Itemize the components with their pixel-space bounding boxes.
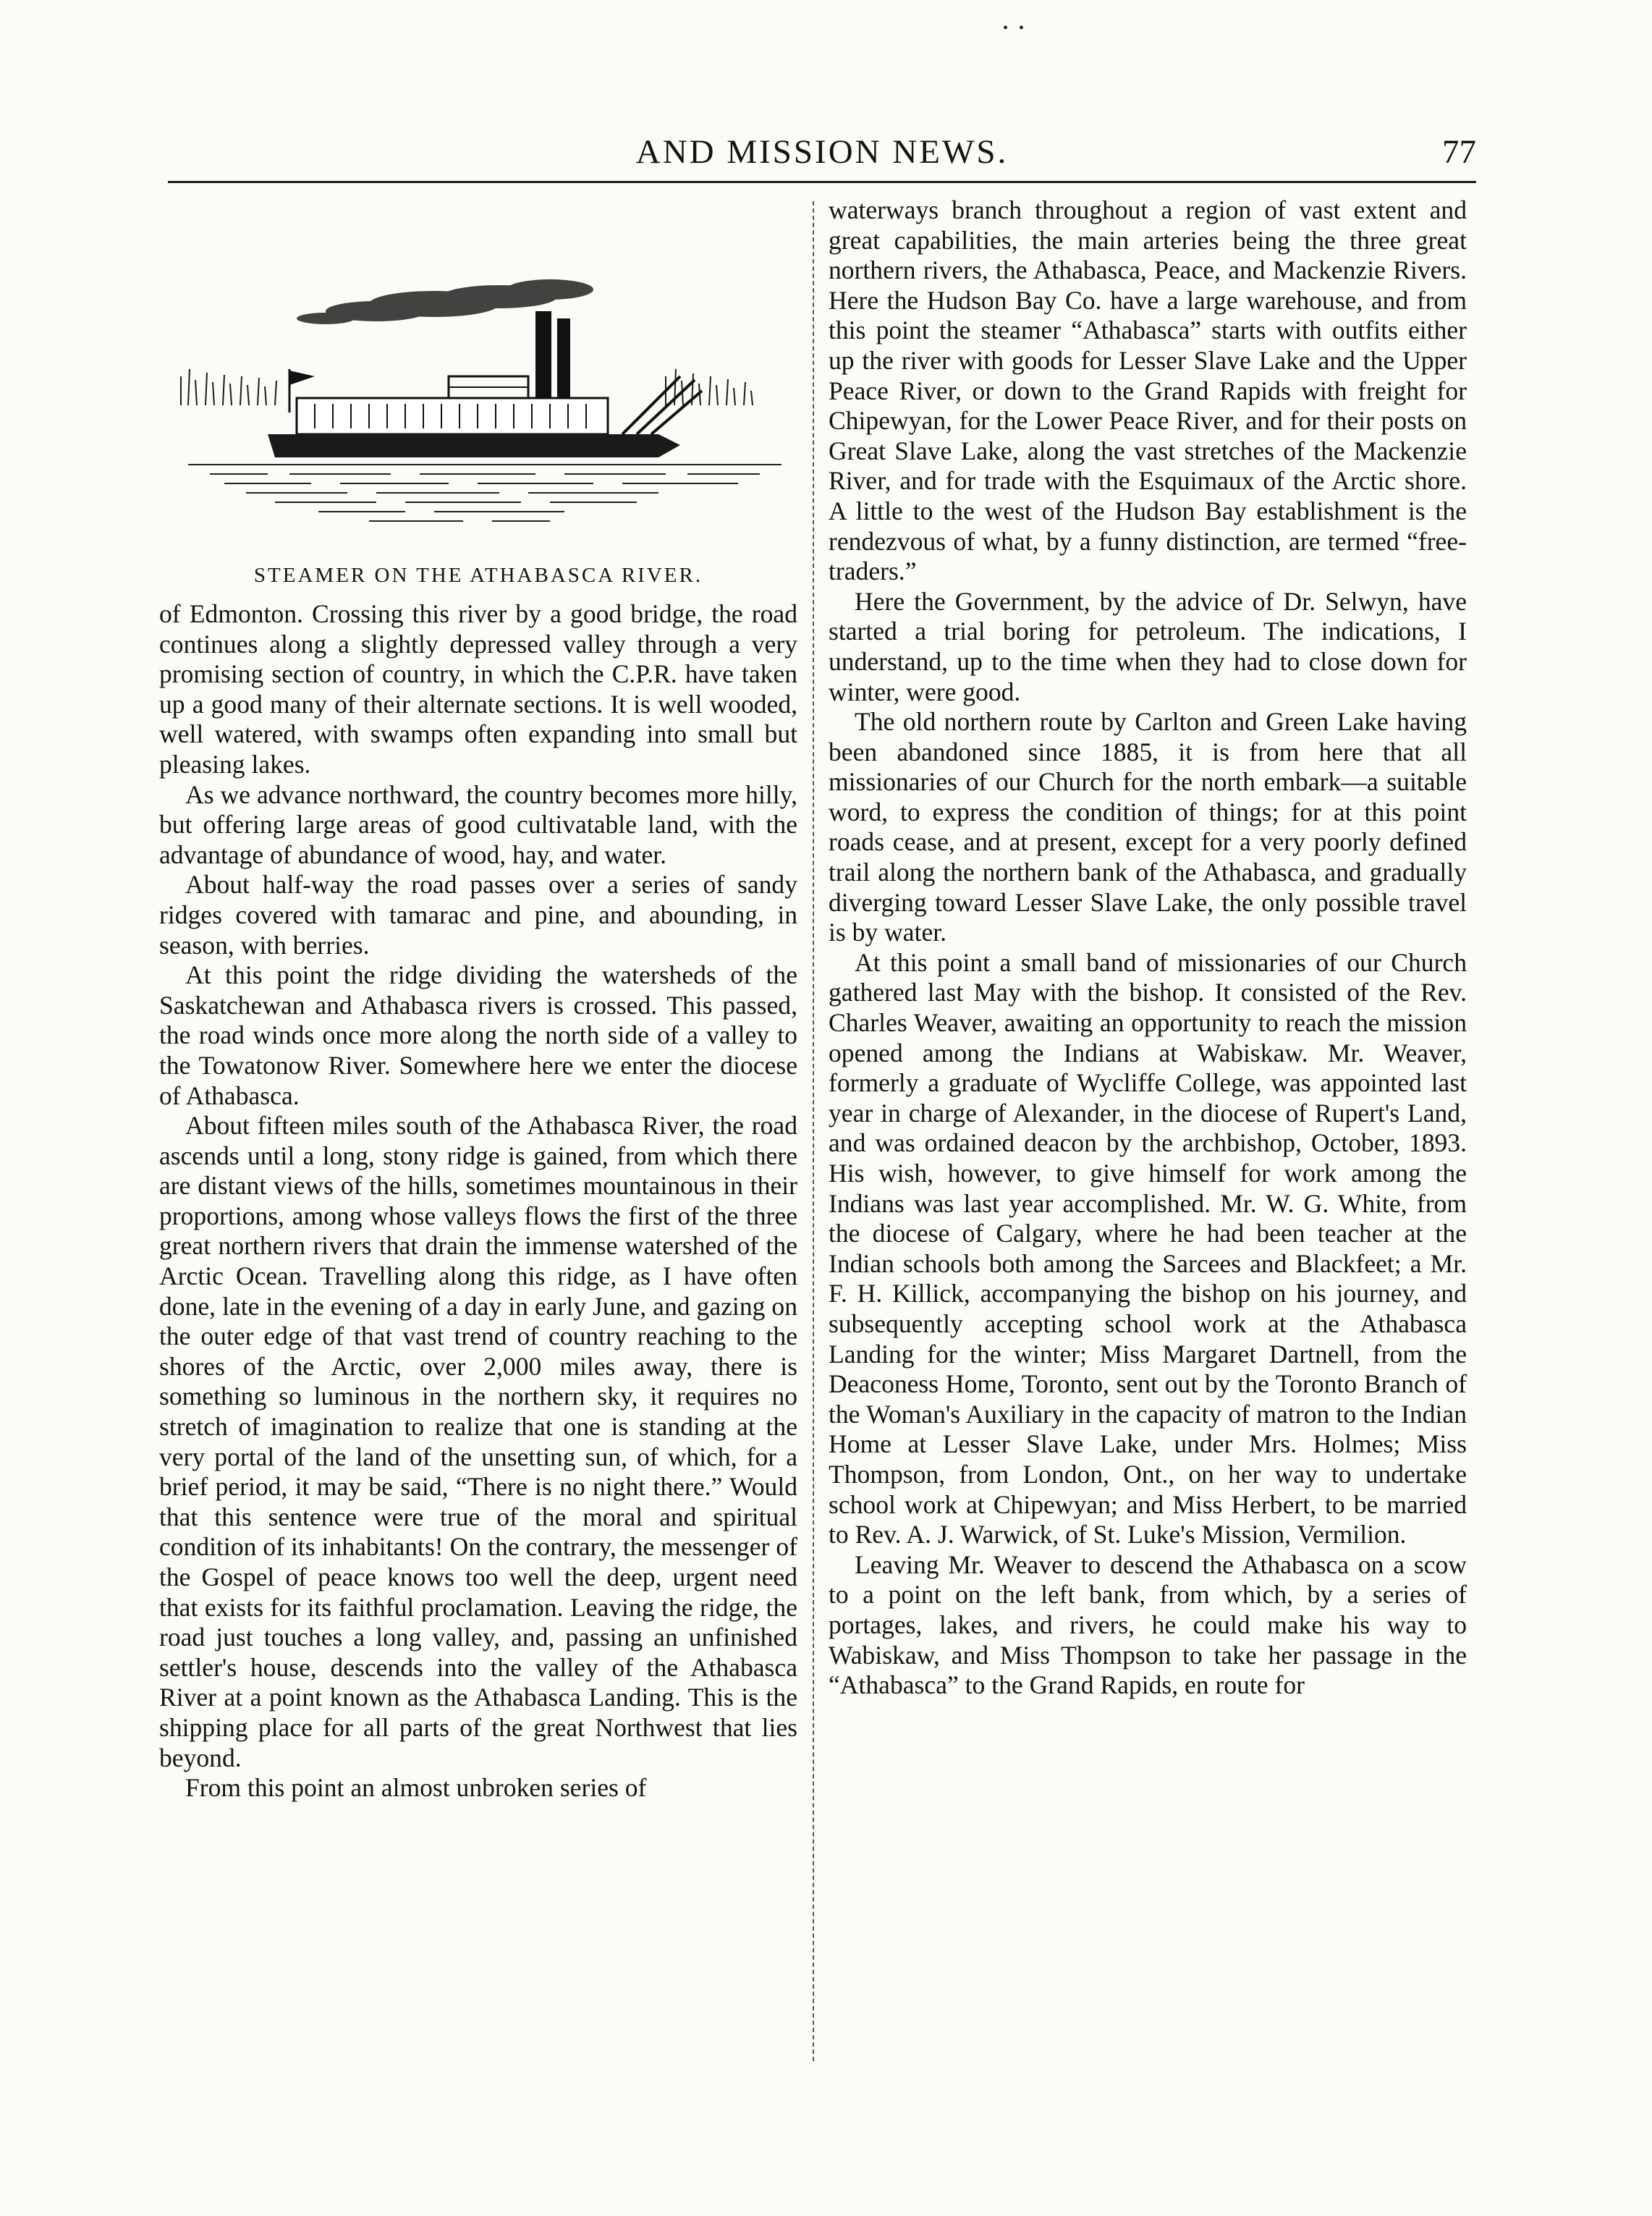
paragraph: The old northern route by Carlton and Green Lake having been abandoned since 1885, it is from here that all missionaries of our Church for the north embark—a suitable word, to express the condition of things; for at this point roads cease, and at present, except for a very poorly defined trail along the northern bank of the Athabasca, and gradually diverging toward Lesser Slave Lake, the only possible travel is by water. bbox=[829, 707, 1467, 947]
paragraph: Here the Government, by the advice of Dr. Selwyn, have started a trial boring for petroleum. The indications, I understand, up to the time when they had to close down for winter, were good. bbox=[829, 586, 1467, 706]
figure-caption: STEAMER ON THE ATHABASCA RIVER. bbox=[253, 564, 703, 587]
page-header bbox=[168, 124, 1476, 194]
print-specks: • • bbox=[1003, 20, 1025, 36]
paragraph: Leaving Mr. Weaver to descend the Athabasca on a scow to a point on the left bank, from which, by a series of portages, lakes, and rivers, he could make his way to Wabiskaw, and Miss Thompson to take her passage in the “Athabasca” to the Grand Rapids, en route for bbox=[829, 1549, 1467, 1700]
steamer-illustration bbox=[159, 195, 797, 557]
right-column bbox=[829, 195, 1467, 1701]
paragraph: About half-way the road passes over a series of sandy ridges covered with tamarac and pine, and abounding, in season, with berries. bbox=[159, 870, 797, 960]
steamer-engraving bbox=[159, 195, 797, 557]
paragraph: From this point an almost unbroken series of bbox=[185, 1773, 647, 1803]
page-number: 77 bbox=[1442, 133, 1476, 171]
running-head: AND MISSION NEWS. bbox=[635, 133, 1009, 171]
paragraph: At this point a small band of missionaries of our Church gathered last May with the bishop. It consisted of the Rev. Charles Weaver, awaiting an opportunity to reach the mission opened among the Indians at Wabiskaw. Mr. Weaver, formerly a graduate of Wycliffe College, was appointed last year in charge of Alexander, in the diocese of Rupert's Land, and was ordained deacon by the archbishop, October, 1893. His wish, however, to give himself for work among the Indians was last year accomplished. Mr. W. G. White, from the diocese of Calgary, where he had been teacher at the Indian schools both among the Sarcees and Blackfeet; a Mr. F. H. Killick, accompanying the bishop on his journey, and subsequently accepting school work at the Athabasca Landing for the winter; Miss Margaret Dartnell, from the Deaconess Home, Toronto, sent out by the Toronto Branch of the Woman's Auxiliary in the capacity of matron to the Indian Home at Lesser Slave Lake, under Mrs. Holmes; Miss Thompson, from London, Ont., on her way to undertake school work at Chipewyan; and Miss Herbert, to be married to Rev. A. J. Warwick, of St. Luke's Mission, Vermilion. bbox=[829, 947, 1467, 1549]
left-column bbox=[159, 195, 797, 1803]
paragraph: About fifteen miles south of the Athabasca River, the road ascends until a long, stony ridge is gained, from which there are distant views of the hills, sometimes mountainous in their proportions, among whose valleys flows the first of the three great northern rivers that drain the immense watershed of the Arctic Ocean. Travelling along this ridge, as I have often done, late in the evening of a day in early June, and gazing on the outer edge of that vast trend of country reaching to the shores of the Arctic, over 2,000 miles away, there is something so luminous in the northern sky, it requires no stretch of imagination to realize that one is standing at the very portal of the land of the unsetting sun, of which, for a brief period, it may be said, “There is no night there.” Would that this sentence were true of the moral and spiritual condition of its inhabitants! On the contrary, the messenger of the Gospel of peace knows too well the deep, urgent need that exists for its faithful proclamation. Leaving the ridge, the road just touches a long valley, and, passing an unfinished settler's house, descends into the valley of the Athabasca River at a point known as the Athabasca Landing. This is the shipping place for all parts of the great Northwest that lies beyond. bbox=[159, 1111, 797, 1772]
paragraph: At this point the ridge dividing the watersheds of the Saskatchewan and Athabasca rivers is crossed. This passed, the road winds once more along the north side of a valley to the Towatonow River. Somewhere here we enter the diocese of Athabasca. bbox=[159, 960, 797, 1110]
paragraph: of Edmonton. Crossing this river by a good bridge, the road continues along a slightly depressed valley through a very promising section of country, in which the C.P.R. have taken up a good many of their alternate sections. It is well wooded, well watered, with swamps often expanding into small but pleasing lakes. bbox=[159, 599, 797, 779]
paragraph: As we advance northward, the country becomes more hilly, but offering large areas of good cultivatable land, with the advantage of abundance of wood, hay, and water. bbox=[159, 779, 797, 869]
header-rule bbox=[168, 181, 1476, 183]
column-rule bbox=[813, 201, 814, 2061]
paragraph: waterways branch throughout a region of vast extent and great capabilities, the main arteries being the three great northern rivers, the Athabasca, Peace, and Mackenzie Rivers. Here the Hudson Bay Co. have a large warehouse, and from this point the steamer “Athabasca” starts with outfits either up the river with goods for Lesser Slave Lake and the Upper Peace River, or down to the Grand Rapids with freight for Chipewyan, for the Lower Peace River, and for their posts on Great Slave Lake, along the vast stretches of the Mackenzie River, and for trade with the Esquimaux of the Arctic shore. A little to the west of the Hudson Bay establishment is the rendezvous of what, by a funny distinction, are termed “free-traders.” bbox=[829, 195, 1467, 586]
